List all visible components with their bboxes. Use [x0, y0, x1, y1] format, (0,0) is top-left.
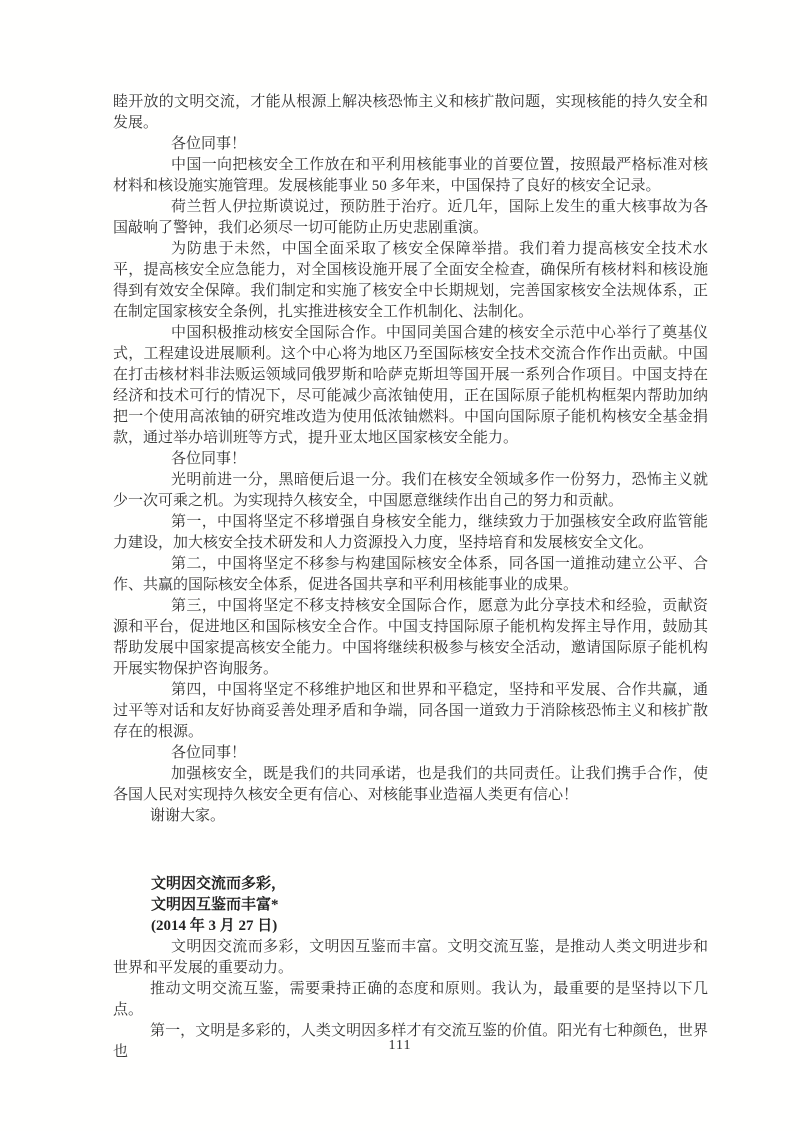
paragraph: 中国一向把核安全工作放在和平利用核能事业的首要位置，按照最严格标准对核材料和核设施实施管理。发展核能事业 50 多年来，中国保持了良好的核安全记录。: [113, 157, 708, 194]
paragraph: 加强核安全，既是我们的共同承诺，也是我们的共同责任。让我们携手合作，使各国人民对实现持久核安全更有信心、对核能事业造福人类更有信心！: [113, 766, 708, 803]
speech-conclusion-section: [113, 92, 708, 827]
paragraph: 为防患于未然，中国全面采取了核安全保障举措。我们着力提高核安全技术水平，提高核安全应急能力，对全国核设施开展了全面安全检查，确保所有核材料和核设施得到有效安全保障。我们制定和实施了核安全中长期规划，完善国家核安全法规体系，正在制定国家核安全条例，扎实推进核安全工作机制化、法制化。: [113, 241, 708, 320]
salutation-line: 各位同事！: [171, 136, 247, 152]
paragraph: 第一，中国将坚定不移增强自身核安全能力，继续致力于加强核安全政府监管能力建设，加大核安全技术研发和人力资源投入力度，坚持培育和发展核安全文化。: [113, 514, 708, 551]
paragraph: 第四，中国将坚定不移维护地区和世界和平稳定，坚持和平发展、合作共赢，通过平等对话和友好协商妥善处理矛盾和争端，同各国一道致力于消除核恐怖主义和核扩散存在的根源。: [113, 682, 708, 740]
paragraph: 第二，中国将坚定不移参与构建国际核安全体系，同各国一道推动建立公平、合作、共赢的国际核安全体系，促进各国共享和平利用核能事业的成果。: [113, 556, 708, 593]
paragraph: 睦开放的文明交流，才能从根源上解决核恐怖主义和核扩散问题，实现核能的持久安全和发展。: [113, 94, 708, 131]
article-title-line1: 文明因交流而多彩，: [151, 876, 287, 892]
paragraph: 第一，文明是多彩的，人类文明因多样才有交流互鉴的价值。阳光有七种颜色，世界也: [113, 1023, 708, 1060]
article-date: (2014 年 3 月 27 日): [151, 918, 278, 934]
paragraph: 推动文明交流互鉴，需要秉持正确的态度和原则。我认为，最重要的是坚持以下几点。: [113, 981, 708, 1018]
salutation-line: 各位同事！: [171, 451, 247, 467]
article-title: [113, 874, 708, 937]
paragraph: 荷兰哲人伊拉斯谟说过，预防胜于治疗。近几年，国际上发生的重大核事故为各国敲响了警钟，我们必须尽一切可能防止历史悲剧重演。: [113, 199, 708, 236]
closing-line: 谢谢大家。: [150, 808, 226, 824]
paragraph: 第三，中国将坚定不移支持核安全国际合作，愿意为此分享技术和经验，贡献资源和平台，促进地区和国际核安全合作。中国支持国际原子能机构发挥主导作用，鼓励其帮助发展中国家提高核安全能力。中国将继续积极参与核安全活动，邀请国际原子能机构开展实物保护咨询服务。: [113, 598, 708, 677]
page-number: 111: [388, 1038, 412, 1053]
next-article-section: [113, 874, 708, 1063]
page-text-block: [113, 92, 708, 1063]
salutation-line: 各位同事！: [171, 745, 247, 761]
paragraph: 光明前进一分，黑暗便后退一分。我们在核安全领域多作一份努力，恐怖主义就少一次可乘之机。为实现持久核安全，中国愿意继续作出自己的努力和贡献。: [113, 472, 708, 509]
paragraph: 文明因交流而多彩，文明因互鉴而丰富。文明交流互鉴，是推动人类文明进步和世界和平发展的重要动力。: [113, 939, 708, 976]
article-title-line2: 文明因互鉴而丰富*: [151, 897, 279, 913]
paragraph: 中国积极推动核安全国际合作。中国同美国合建的核安全示范中心举行了奠基仪式，工程建设进展顺利。这个中心将为地区乃至国际核安全技术交流合作作出贡献。中国在打击核材料非法贩运领域同俄罗斯和哈萨克斯坦等国开展一系列合作项目。中国支持在经济和技术可行的情况下，尽可能减少高浓铀使用，正在国际原子能机构框架内帮助加纳把一个使用高浓铀的研究堆改造为使用低浓铀燃料。中国向国际原子能机构核安全基金捐款，通过举办培训班等方式，提升亚太地区国家核安全能力。: [113, 325, 708, 446]
